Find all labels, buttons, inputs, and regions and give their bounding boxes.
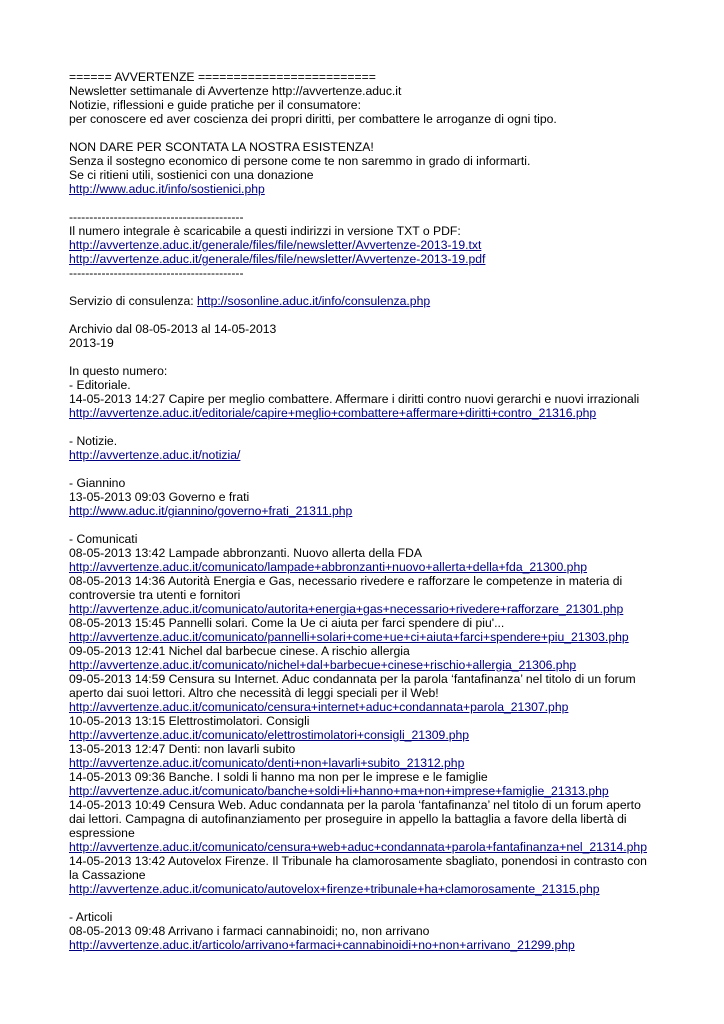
archive-range: Archivio dal 08-05-2013 al 14-05-2013 [69,322,277,336]
editoriale-heading: - Editoriale. [69,378,131,392]
newsletter-title: Newsletter settimanale di Avvertenze http://avvertenze.aduc.it [69,84,402,98]
comunicato-link[interactable]: http://avvertenze.aduc.it/comunicato/pannelli+solari+come+ue+ci+aiuta+farci+spendere+piu_21303.php [69,630,629,644]
support-link[interactable]: http://www.aduc.it/info/sostienici.php [69,182,265,196]
comunicato-item [69,672,669,714]
notizie-link[interactable]: http://avvertenze.aduc.it/notizia/ [69,448,241,462]
comunicato-link[interactable]: http://avvertenze.aduc.it/comunicato/lampade+abbronzanti+nuovo+allerta+della+fda_21300.php [69,560,588,574]
editoriale-link[interactable]: http://avvertenze.aduc.it/editoriale/capire+meglio+combattere+affermare+diritti+contro_21316.php [69,406,597,420]
comunicato-text: dai lettori. Campagna di autofinanziamento per proseguire in appello la battaglia a favore della libertà di [69,812,627,826]
divider-bottom: ------------------------------------------- [69,266,244,280]
comunicato-link[interactable]: http://avvertenze.aduc.it/comunicato/autorita+energia+gas+necessario+rivedere+rafforzare_21301.php [69,602,624,616]
giannino-link[interactable]: http://www.aduc.it/giannino/governo+frati_21311.php [69,504,353,518]
articoli-entry: 08-05-2013 09:48 Arrivano i farmaci cannabinoidi; no, non arrivano [69,924,430,938]
giannino-heading: - Giannino [69,476,126,490]
comunicati-list [69,546,669,896]
comunicato-link[interactable]: http://avvertenze.aduc.it/comunicato/censura+web+aduc+condannata+parola+fantafinanza+nel_21314.php [69,840,647,854]
comunicato-text: 09-05-2013 14:59 Censura su Internet. Aduc condannata per la parola ‘fantafinanza’ nel titolo di un forum [69,672,636,686]
download-text: Il numero integrale è scaricabile a questi indirizzi in versione TXT o PDF: [69,224,461,238]
comunicato-item [69,616,669,644]
comunicato-text: 08-05-2013 13:42 Lampade abbronzanti. Nuovo allerta della FDA [69,546,422,560]
giannino-entry: 13-05-2013 09:03 Governo e frati [69,490,250,504]
download-pdf-link[interactable]: http://avvertenze.aduc.it/generale/files/file/newsletter/Avvertenze-2013-19.pdf [69,252,486,266]
notizie-heading: - Notizie. [69,434,118,448]
comunicato-text: 14-05-2013 13:42 Autovelox Firenze. Il Tribunale ha clamorosamente sbagliato, ponendosi in contrasto con [69,854,647,868]
comunicato-text: 10-05-2013 13:15 Elettrostimolatori. Consigli [69,714,310,728]
archive-issue: 2013-19 [69,336,114,350]
comunicato-item [69,546,669,574]
contents-intro: In questo numero: [69,364,168,378]
comunicato-text: 14-05-2013 10:49 Censura Web. Aduc condannata per la parola ‘fantafinanza’ nel titolo di un forum aperto [69,798,641,812]
comunicato-text: 13-05-2013 12:47 Denti: non lavarli subito [69,742,296,756]
comunicato-link[interactable]: http://avvertenze.aduc.it/comunicato/nichel+dal+barbecue+cinese+rischio+allergia_21306.php [69,658,577,672]
comunicato-text: la Cassazione [69,868,146,882]
comunicati-heading: - Comunicati [69,532,138,546]
comunicato-item [69,742,669,770]
comunicato-text: 09-05-2013 12:41 Nichel dal barbecue cinese. A rischio allergia [69,644,410,658]
comunicato-text: espressione [69,826,135,840]
editoriale-entry: 14-05-2013 14:27 Capire per meglio combattere. Affermare i diritti contro nuovi gerarchi e nuovi irrazionali [69,392,640,406]
comunicato-item [69,574,669,616]
consulenza-label: Servizio di consulenza: [69,294,198,308]
comunicato-item [69,798,669,854]
comunicato-text: 08-05-2013 14:36 Autorità Energia e Gas, necessario rivedere e rafforzare le competenze in materia di [69,574,623,588]
consulenza-link[interactable]: http://sosonline.aduc.it/info/consulenza.php [197,294,431,308]
header-banner: ====== AVVERTENZE ========================= [69,70,376,84]
tagline: Notizie, riflessioni e guide pratiche per il consumatore: [69,98,361,112]
divider-top: ------------------------------------------- [69,210,244,224]
support-headline: NON DARE PER SCONTATA LA NOSTRA ESISTENZA! [69,140,374,154]
comunicato-link[interactable]: http://avvertenze.aduc.it/comunicato/elettrostimolatori+consigli_21309.php [69,728,470,742]
comunicato-text: aperto dai suoi lettori. Altro che necessità di leggi speciali per il Web! [69,686,439,700]
support-text-2: Se ci ritieni utili, sostienici con una donazione [69,168,314,182]
articoli-heading: - Articoli [69,910,113,924]
comunicato-link[interactable]: http://avvertenze.aduc.it/comunicato/denti+non+lavarli+subito_21312.php [69,756,465,770]
comunicato-item [69,644,669,672]
comunicato-link[interactable]: http://avvertenze.aduc.it/comunicato/censura+internet+aduc+condannata+parola_21307.php [69,700,569,714]
download-txt-link[interactable]: http://avvertenze.aduc.it/generale/files/file/newsletter/Avvertenze-2013-19.txt [69,238,482,252]
comunicato-text: controversie tra utenti e fornitori [69,588,241,602]
comunicato-text: 14-05-2013 09:36 Banche. I soldi li hanno ma non per le imprese e le famiglie [69,770,488,784]
comunicato-link[interactable]: http://avvertenze.aduc.it/comunicato/banche+soldi+li+hanno+ma+non+imprese+famiglie_21313.php [69,784,609,798]
comunicato-item [69,854,669,896]
comunicato-link[interactable]: http://avvertenze.aduc.it/comunicato/autovelox+firenze+tribunale+ha+clamorosamente_21315.php [69,882,600,896]
newsletter-document [69,70,669,952]
comunicato-item [69,770,669,798]
articoli-link[interactable]: http://avvertenze.aduc.it/articolo/arrivano+farmaci+cannabinoidi+no+non+arrivano_21299.php [69,938,575,952]
mission-text: per conoscere ed aver coscienza dei propri diritti, per combattere le arroganze di ogni tipo. [69,112,557,126]
consulenza-line [69,294,669,308]
comunicato-text: 08-05-2013 15:45 Pannelli solari. Come la Ue ci aiuta per farci spendere di piu'... [69,616,505,630]
support-text-1: Senza il sostegno economico di persone come te non saremmo in grado di informarti. [69,154,531,168]
comunicato-item [69,714,669,742]
